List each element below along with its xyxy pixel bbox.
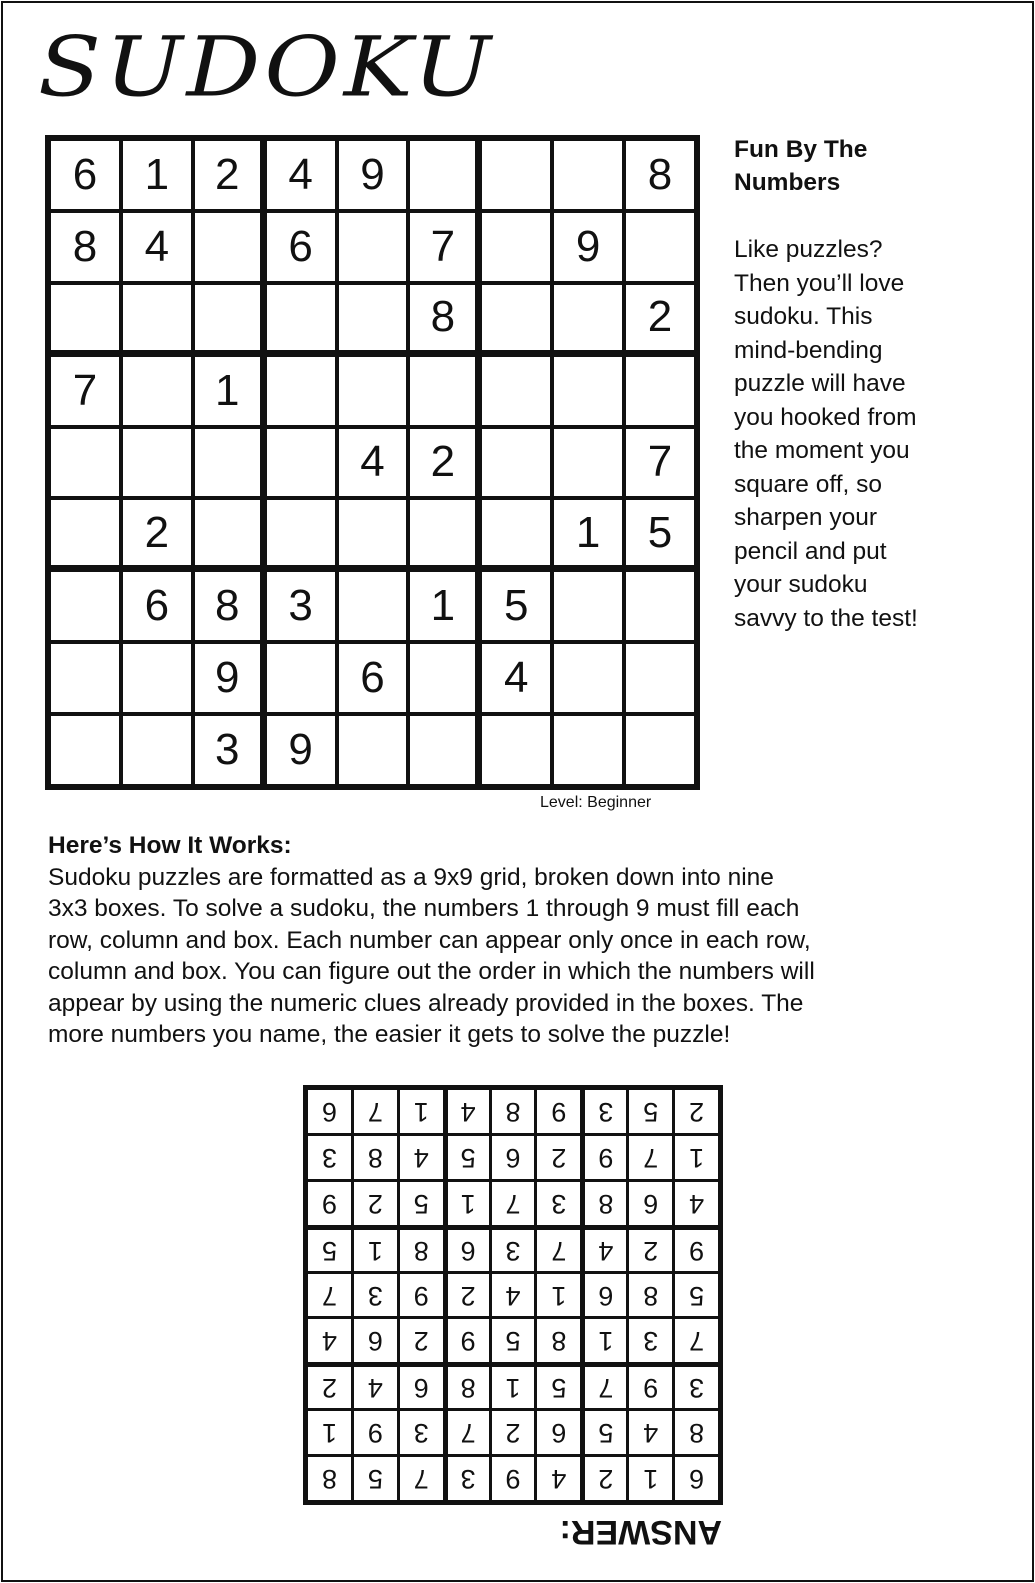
answer-cell: 6 [308, 1090, 351, 1133]
puzzle-cell[interactable]: 8 [195, 572, 260, 640]
puzzle-cell[interactable] [267, 357, 335, 425]
puzzle-cell[interactable] [482, 500, 550, 565]
how-it-works-line: column and box. You can figure out the order in which the numbers will [48, 958, 815, 985]
answer-cell: 7 [400, 1457, 443, 1500]
puzzle-cell[interactable] [554, 285, 622, 350]
answer-cell: 5 [448, 1136, 489, 1179]
sidebar-body-line: you hooked from [734, 403, 917, 431]
puzzle-cell[interactable] [554, 357, 622, 425]
answer-cell: 2 [537, 1136, 580, 1179]
answer-cell: 8 [629, 1274, 672, 1317]
answer-cell: 6 [400, 1367, 443, 1408]
page-title: SUDOKU [38, 18, 495, 116]
how-it-works-line: row, column and box. Each number can appear only once in each row, [48, 926, 811, 954]
answer-cell: 9 [629, 1367, 672, 1408]
puzzle-cell[interactable] [482, 716, 550, 784]
puzzle-cell[interactable]: 9 [267, 716, 335, 784]
sidebar-body-line: pencil and put [734, 537, 887, 565]
puzzle-cell[interactable] [123, 716, 191, 784]
answer-cell: 8 [537, 1319, 580, 1362]
puzzle-cell[interactable] [339, 716, 407, 784]
how-it-works-line: more numbers you name, the easier it gets to solve the puzzle! [48, 1021, 731, 1048]
puzzle-cell[interactable] [51, 716, 119, 784]
sudoku-puzzle-grid [45, 135, 700, 790]
answer-cell: 8 [308, 1457, 351, 1500]
answer-cell: 2 [448, 1274, 489, 1317]
sidebar-body-line: sharpen your [734, 504, 878, 531]
how-it-works-line: Sudoku puzzles are formatted as a 9x9 grid, broken down into nine [48, 863, 774, 891]
answer-cell: 8 [448, 1367, 489, 1408]
answer-cell: 3 [629, 1319, 672, 1362]
puzzle-cell[interactable]: 4 [267, 141, 335, 209]
puzzle-cell[interactable]: 8 [51, 213, 119, 281]
puzzle-cell[interactable]: 5 [626, 500, 694, 565]
sidebar-body-line: square off, so [734, 470, 883, 498]
puzzle-cell[interactable]: 1 [123, 141, 191, 209]
answer-cell: 4 [308, 1319, 351, 1362]
answer-cell: 7 [308, 1274, 351, 1317]
answer-cell: 3 [492, 1230, 535, 1271]
puzzle-cell[interactable] [51, 285, 119, 350]
answer-cell: 1 [308, 1411, 351, 1454]
answer-cell: 5 [308, 1230, 351, 1271]
puzzle-cell[interactable] [339, 213, 407, 281]
answer-cell: 6 [492, 1136, 535, 1179]
answer-cell: 4 [629, 1411, 672, 1454]
sidebar-body-line: the moment you [734, 437, 910, 464]
answer-cell: 4 [537, 1457, 580, 1500]
answer-cell: 5 [400, 1182, 443, 1225]
answer-cell: 9 [308, 1182, 351, 1225]
answer-cell: 9 [448, 1319, 489, 1362]
puzzle-cell[interactable] [339, 500, 407, 565]
puzzle-cell[interactable] [267, 285, 335, 350]
puzzle-cell[interactable]: 1 [195, 357, 260, 425]
answer-cell: 5 [354, 1457, 397, 1500]
answer-cell: 4 [492, 1274, 535, 1317]
puzzle-cell[interactable] [554, 572, 622, 640]
sidebar-body-line: savvy to the test! [734, 604, 918, 632]
answer-cell: 7 [537, 1230, 580, 1271]
answer-cell: 3 [585, 1090, 626, 1133]
answer-cell: 4 [400, 1136, 443, 1179]
answer-label: ANSWER: [559, 1513, 722, 1551]
puzzle-cell[interactable] [195, 285, 260, 350]
how-it-works-section [48, 830, 1008, 1051]
puzzle-cell[interactable]: 9 [195, 644, 260, 712]
answer-cell: 9 [354, 1411, 397, 1454]
puzzle-cell[interactable]: 6 [339, 644, 407, 712]
sidebar-body-line: sudoku. This [734, 303, 873, 330]
answer-cell: 6 [537, 1411, 580, 1454]
sidebar-intro [734, 133, 1024, 635]
puzzle-cell[interactable]: 8 [626, 141, 694, 209]
answer-cell: 2 [308, 1367, 351, 1408]
answer-cell: 2 [675, 1090, 718, 1133]
answer-cell: 8 [585, 1182, 626, 1225]
answer-cell: 3 [400, 1411, 443, 1454]
puzzle-cell[interactable] [554, 716, 622, 784]
how-it-works-heading: Here’s How It Works: [48, 832, 292, 859]
puzzle-cell[interactable]: 3 [195, 716, 260, 784]
puzzle-cell[interactable] [195, 429, 260, 497]
answer-cell: 2 [400, 1319, 443, 1362]
sidebar-heading-line: Fun By The [734, 136, 868, 163]
answer-cell: 2 [585, 1457, 626, 1500]
how-it-works-line: appear by using the numeric clues already provided in the boxes. The [48, 989, 804, 1017]
puzzle-cell[interactable] [51, 429, 119, 497]
puzzle-cell[interactable]: 7 [51, 357, 119, 425]
difficulty-level: Level: Beginner [540, 794, 652, 811]
sidebar-heading [734, 133, 1024, 199]
puzzle-cell[interactable] [51, 572, 119, 640]
answer-cell: 8 [675, 1411, 718, 1454]
answer-cell: 5 [537, 1367, 580, 1408]
answer-cell: 9 [675, 1230, 718, 1271]
how-it-works-line: 3x3 boxes. To solve a sudoku, the numbers 1 through 9 must fill each [48, 895, 800, 922]
puzzle-cell[interactable] [410, 644, 475, 712]
answer-cell: 8 [354, 1136, 397, 1179]
answer-cell: 2 [629, 1230, 672, 1271]
answer-cell: 1 [448, 1182, 489, 1225]
puzzle-cell[interactable]: 2 [195, 141, 260, 209]
puzzle-cell[interactable] [267, 500, 335, 565]
answer-cell: 3 [354, 1274, 397, 1317]
puzzle-cell[interactable] [195, 500, 260, 565]
puzzle-cell[interactable]: 5 [482, 572, 550, 640]
answer-cell: 7 [675, 1319, 718, 1362]
puzzle-cell[interactable]: 1 [410, 572, 475, 640]
puzzle-cell[interactable] [410, 716, 475, 784]
puzzle-cell[interactable]: 9 [339, 141, 407, 209]
answer-cell: 1 [354, 1230, 397, 1271]
answer-cell: 1 [675, 1136, 718, 1179]
answer-cell: 4 [448, 1090, 489, 1133]
puzzle-cell[interactable]: 1 [554, 500, 622, 565]
puzzle-cell[interactable] [626, 644, 694, 712]
puzzle-cell[interactable]: 9 [554, 213, 622, 281]
puzzle-cell[interactable] [482, 213, 550, 281]
answer-cell: 9 [492, 1457, 535, 1500]
sidebar-body [734, 233, 1024, 635]
answer-cell: 6 [629, 1182, 672, 1225]
answer-cell: 7 [492, 1182, 535, 1225]
puzzle-cell[interactable]: 3 [267, 572, 335, 640]
puzzle-cell[interactable] [410, 500, 475, 565]
puzzle-cell[interactable] [410, 141, 475, 209]
sidebar-body-line: puzzle will have [734, 370, 906, 397]
puzzle-cell[interactable] [267, 429, 335, 497]
answer-cell: 3 [537, 1182, 580, 1225]
puzzle-cell[interactable]: 6 [267, 213, 335, 281]
puzzle-cell[interactable]: 4 [482, 644, 550, 712]
sidebar-body-line: your sudoku [734, 571, 868, 598]
answer-cell: 5 [585, 1411, 626, 1454]
answer-cell: 8 [492, 1090, 535, 1133]
puzzle-cell[interactable] [554, 141, 622, 209]
puzzle-cell[interactable] [51, 500, 119, 565]
answer-cell: 4 [585, 1230, 626, 1271]
answer-cell: 4 [354, 1367, 397, 1408]
answer-cell: 2 [492, 1411, 535, 1454]
puzzle-cell[interactable] [626, 716, 694, 784]
answer-cell: 1 [537, 1274, 580, 1317]
sidebar-heading-line: Numbers [734, 169, 841, 196]
puzzle-cell[interactable] [339, 572, 407, 640]
puzzle-cell[interactable]: 4 [123, 213, 191, 281]
puzzle-cell[interactable] [554, 644, 622, 712]
puzzle-cell[interactable] [51, 644, 119, 712]
answer-cell: 2 [354, 1182, 397, 1225]
puzzle-cell[interactable] [123, 429, 191, 497]
how-it-works-body [48, 862, 1008, 1051]
puzzle-cell[interactable] [123, 357, 191, 425]
puzzle-cell[interactable]: 7 [410, 213, 475, 281]
puzzle-cell[interactable]: 2 [410, 429, 475, 497]
answer-cell: 9 [400, 1274, 443, 1317]
answer-cell: 6 [354, 1319, 397, 1362]
answer-cell: 6 [448, 1230, 489, 1271]
answer-grid [303, 1085, 723, 1505]
answer-cell: 1 [492, 1367, 535, 1408]
puzzle-cell[interactable]: 8 [410, 285, 475, 350]
puzzle-cell[interactable] [123, 285, 191, 350]
answer-cell: 4 [675, 1182, 718, 1225]
puzzle-cell[interactable] [482, 285, 550, 350]
puzzle-cell[interactable]: 6 [123, 572, 191, 640]
answer-cell: 3 [448, 1457, 489, 1500]
answer-cell: 7 [585, 1367, 626, 1408]
answer-cell: 9 [585, 1136, 626, 1179]
sidebar-body-line: Then you’ll love [734, 269, 905, 297]
answer-cell: 8 [400, 1230, 443, 1271]
puzzle-cell[interactable] [339, 357, 407, 425]
puzzle-cell[interactable] [626, 357, 694, 425]
answer-cell: 5 [675, 1274, 718, 1317]
puzzle-cell[interactable] [267, 644, 335, 712]
answer-cell: 5 [629, 1090, 672, 1133]
puzzle-cell[interactable] [626, 572, 694, 640]
answer-cell: 1 [585, 1319, 626, 1362]
puzzle-cell[interactable] [339, 285, 407, 350]
answer-cell: 6 [675, 1457, 718, 1500]
answer-cell: 9 [537, 1090, 580, 1133]
answer-cell: 7 [354, 1090, 397, 1133]
answer-cell: 1 [400, 1090, 443, 1133]
puzzle-cell[interactable] [482, 357, 550, 425]
sidebar-body-line: mind-bending [734, 336, 883, 364]
puzzle-cell[interactable] [626, 213, 694, 281]
answer-cell: 3 [308, 1136, 351, 1179]
puzzle-cell[interactable]: 2 [626, 285, 694, 350]
answer-cell: 7 [448, 1411, 489, 1454]
puzzle-cell[interactable] [482, 141, 550, 209]
puzzle-cell[interactable] [554, 429, 622, 497]
puzzle-cell[interactable]: 7 [626, 429, 694, 497]
answer-cell: 6 [585, 1274, 626, 1317]
answer-cell: 7 [629, 1136, 672, 1179]
puzzle-cell[interactable] [410, 357, 475, 425]
answer-cell: 3 [675, 1367, 718, 1408]
answer-cell: 5 [492, 1319, 535, 1362]
puzzle-cell[interactable]: 4 [339, 429, 407, 497]
puzzle-cell[interactable] [195, 213, 260, 281]
answer-cell: 1 [629, 1457, 672, 1500]
puzzle-cell[interactable]: 2 [123, 500, 191, 565]
puzzle-cell[interactable]: 6 [51, 141, 119, 209]
puzzle-cell[interactable] [482, 429, 550, 497]
sidebar-body-line: Like puzzles? [734, 236, 883, 263]
puzzle-cell[interactable] [123, 644, 191, 712]
